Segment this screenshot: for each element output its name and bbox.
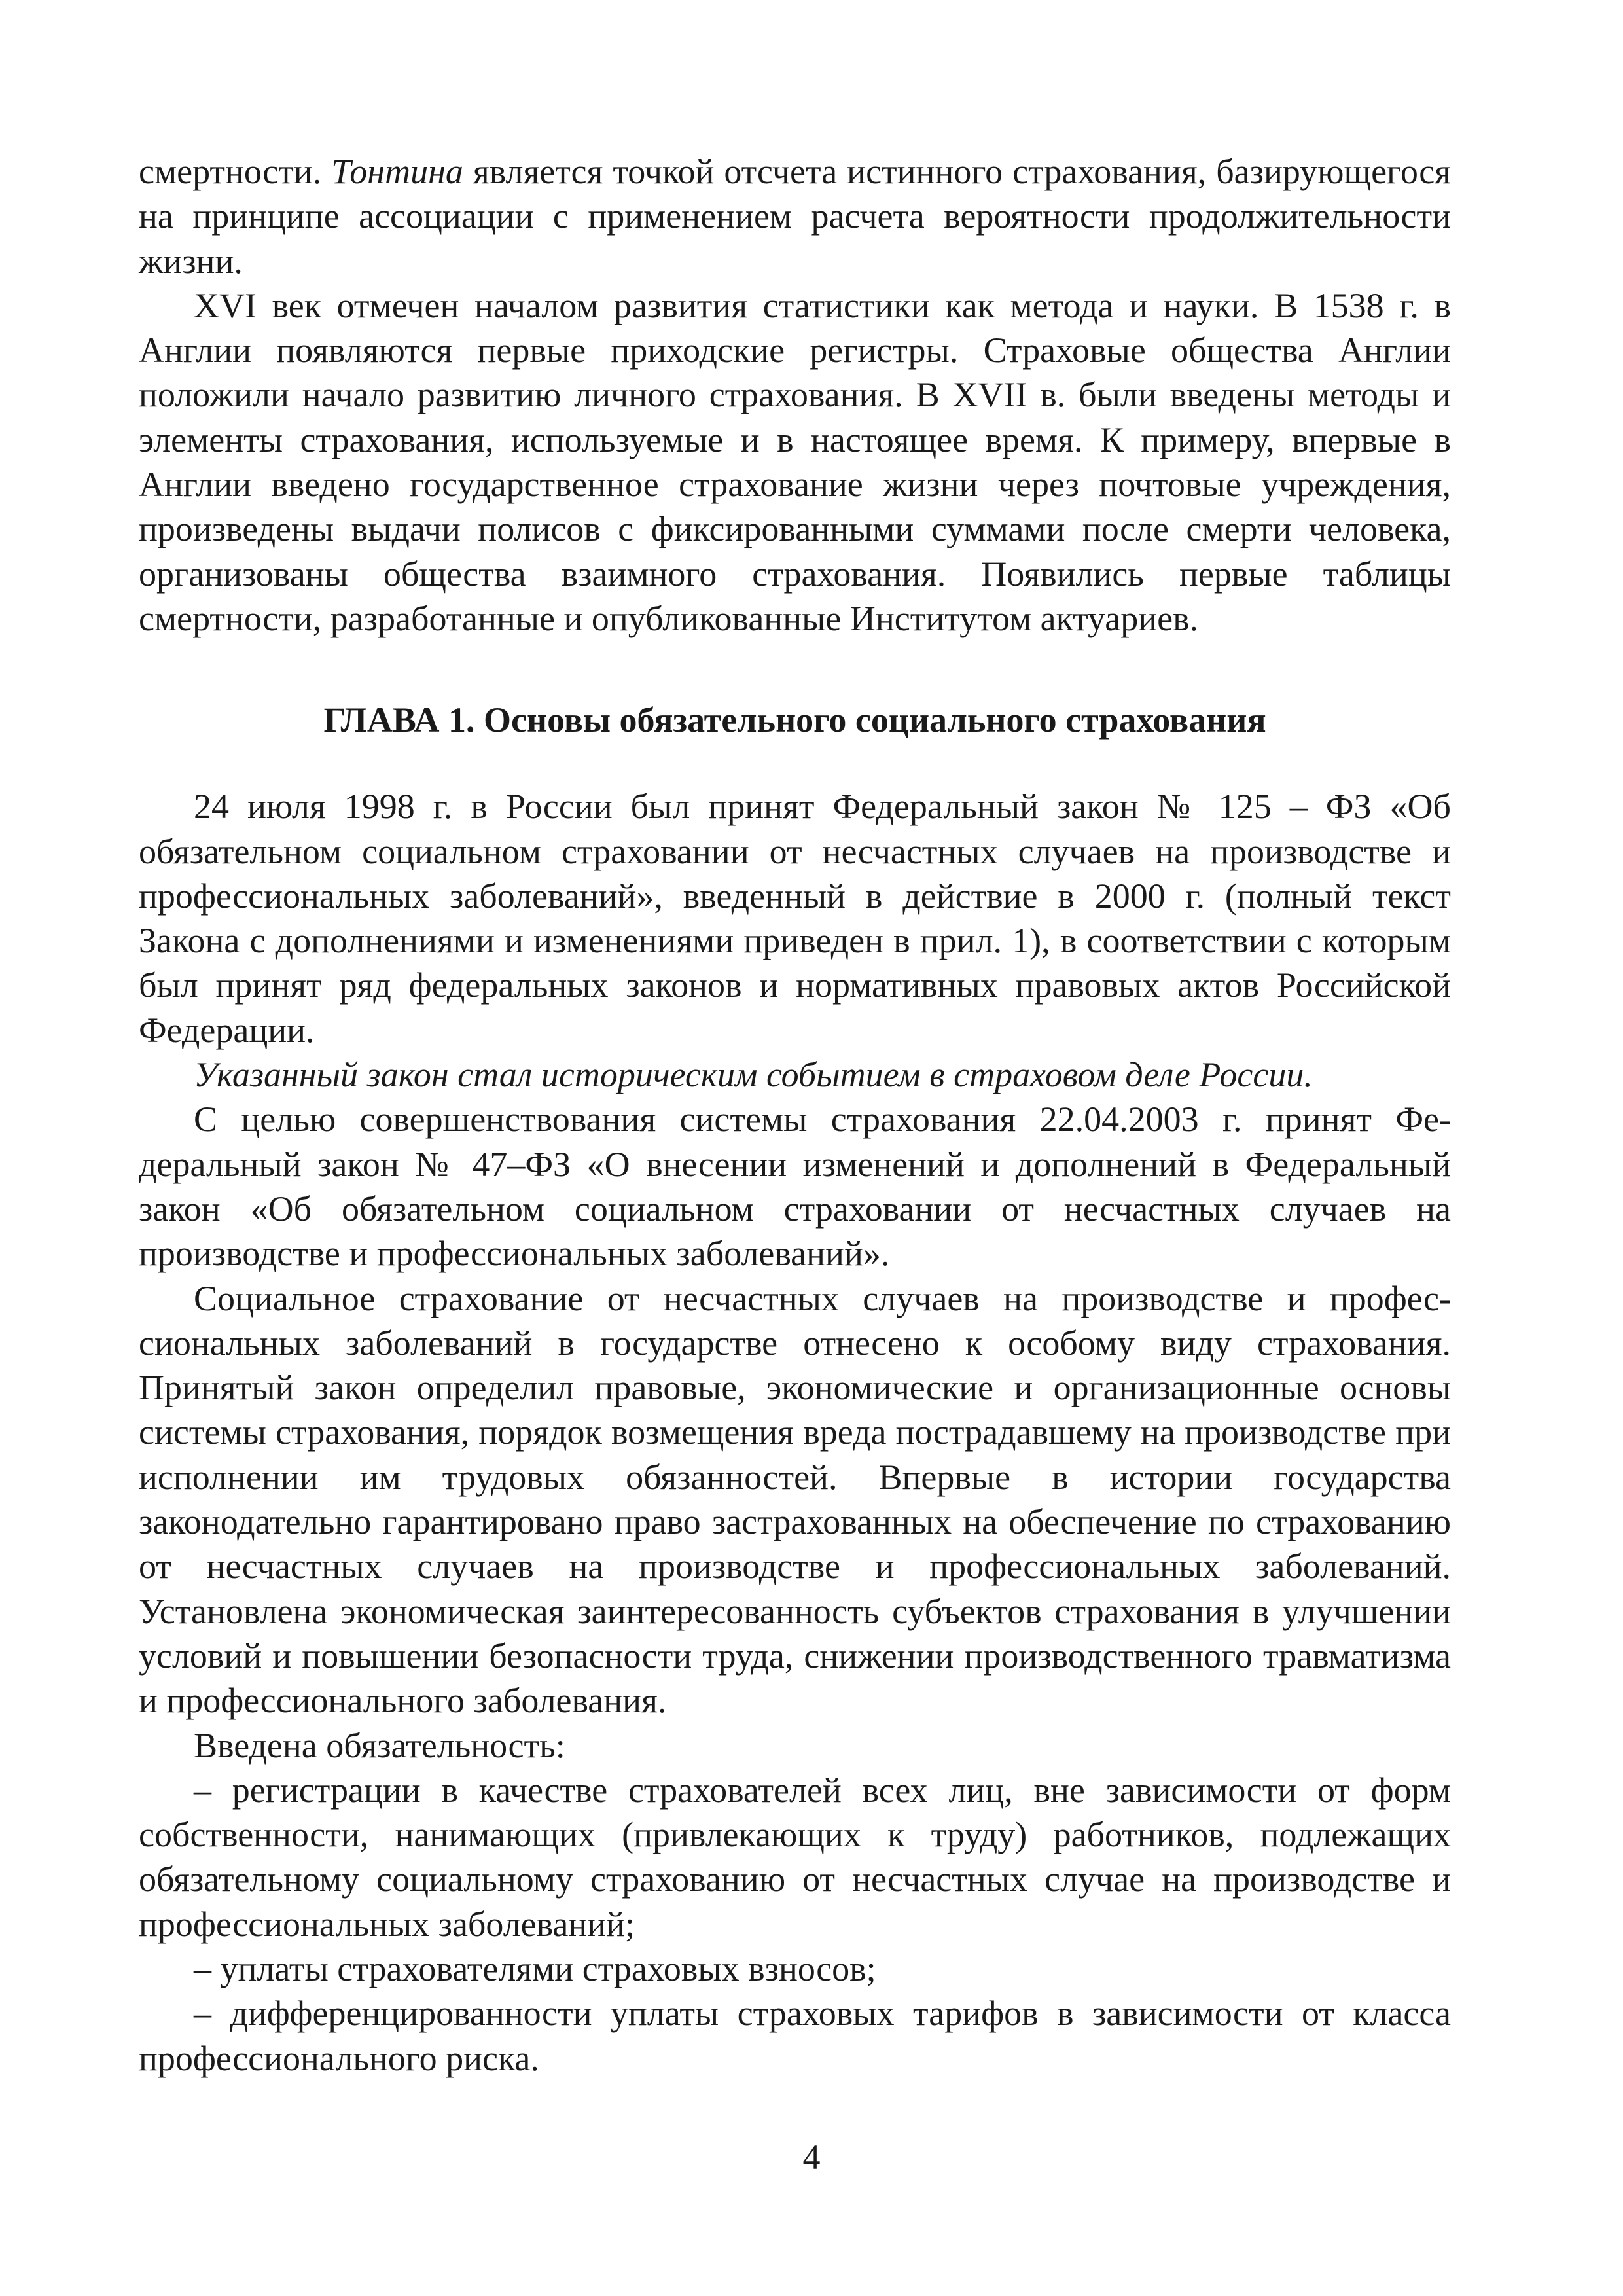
intro-p1-after: является точкой отсчета истинного страхования, базирующегося на принципе ассоциации с применением расчета вероятности продолжительности жизни. <box>139 152 1451 281</box>
document-page <box>139 149 1451 2081</box>
list-item-registration: – регистрации в качестве страхователей всех лиц, вне зависимости от форм собственности, нанимающих (привлекающих к труду) работников, подлежащих обязательному социальному страхованию от несчастных случае на производстве и профессиональных заболеваний; <box>139 1770 1451 1944</box>
chapter-paragraph-law-125: 24 июля 1998 г. в России был принят Федеральный закон № 125 – ФЗ «Об обязательном социальном страховании от несчастных случаев на производстве и профессиональных заболеваний», введенный в действие в 2000 г. (полный текст Закона с дополнениями и изменениями приведен в прил. 1), в соответствии с которым был принят ряд федеральных законов и нормативных правовых актов Российской Федерации. <box>139 787 1451 1050</box>
intro-p1-before: смертности. <box>139 152 332 191</box>
list-item-contributions: – уплаты страхователями страховых взносов; <box>194 1948 876 1988</box>
page-number: 4 <box>802 2138 821 2177</box>
intro-paragraph-2: XVI век отмечен началом развития статистики как метода и науки. В 1538 г. в Англии появляются первые приходские регистры. Страховые общества Англии положили начало развитию личного страхования. В XVII в. были введены методы и элементы страхования, используемые и в настоящее время. К примеру, впервые в Англии введено государственное страхование жизни через почтовые учреждения, произведены выдачи полисов с фиксированными суммами после смерти человека, организованы общества взаимного страхования. Появились первые таблицы смертности, разработанные и опубликованные Институтом актуариев. <box>139 285 1451 638</box>
chapter-paragraph-law-47: С целью совершенствования системы страхования 22.04.2003 г. принят Федеральный закон № 47–ФЗ «О внесении изменений и дополнений в Федеральный закон «Об обязательном социальном страховании от несчастных случаев на производстве и профессиональных заболеваний». <box>139 1100 1451 1274</box>
tontine-term: Тонтина <box>331 152 463 191</box>
chapter-paragraph-obligations-intro: Введена обязательность: <box>194 1725 565 1765</box>
chapter-title: ГЛАВА 1. Основы обязательного социального страхования <box>323 700 1266 740</box>
chapter-paragraph-social-insurance: Социальное страхование от несчастных случаев на производстве и профессиональных заболеваний в государстве отнесено к особому виду страхования. Принятый закон определил правовые, экономические и организационные основы системы страхования, порядок возмещения вреда пострадавшему на производстве при исполнении им трудовых обязанностей. Впервые в истории государства законодательно гарантировано право застрахованных на обеспечение по страхованию от несчастных случаев на производстве и профессиональных заболеваний. Установлена экономическая заинтересованность субъектов страхования в улучшении условий и повышении безопасности труда, снижении производственного травматизма и профессионального заболевания. <box>139 1278 1451 1721</box>
list-item-tariffs: – дифференцированности уплаты страховых тарифов в зависимости от класса профессионального риска. <box>139 1994 1451 2078</box>
chapter-paragraph-historic-event: Указанный закон стал историческим событием в страховом деле России. <box>194 1055 1313 1095</box>
intro-paragraph-1 <box>139 149 1451 283</box>
